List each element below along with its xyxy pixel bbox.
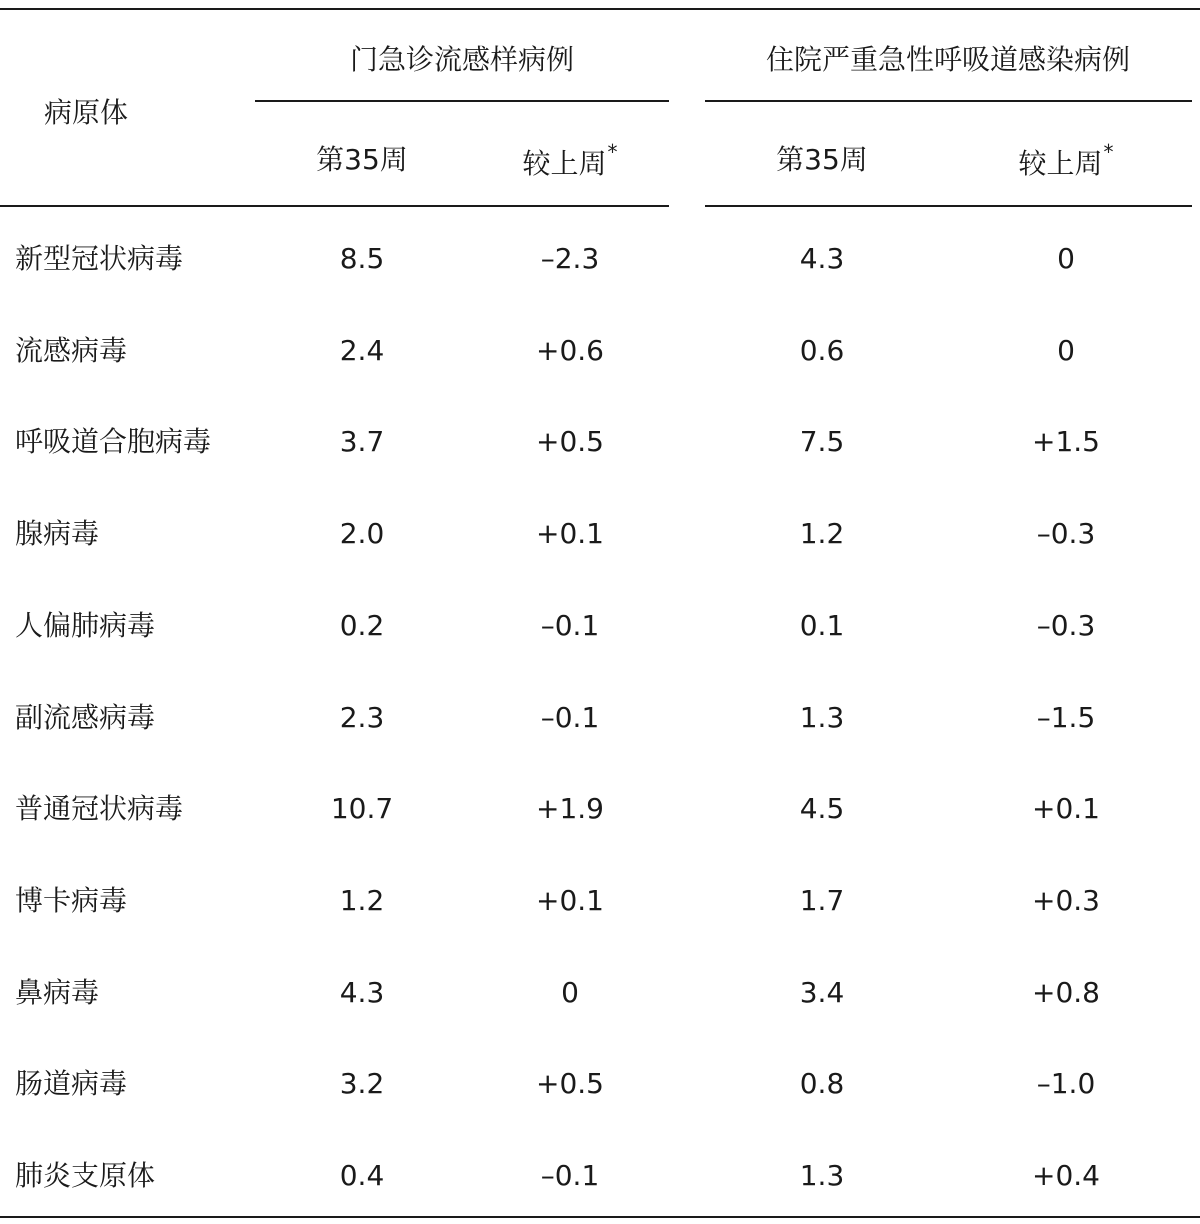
group2-week-header: 第35周 [776,143,868,176]
ili-week35-value: 3.7 [339,425,385,458]
change-header-label: 较上周 [522,147,607,180]
top-rule [0,8,1200,10]
ili-change-value: +1.9 [536,792,604,825]
pathogen-name: 普通冠状病毒 [15,792,184,825]
pathogen-name: 腺病毒 [15,517,100,550]
ili-change-value: +0.6 [536,334,604,367]
ili-week35-value: 2.0 [339,517,385,550]
ili-change-value: 0 [561,976,579,1009]
pathogen-column-header: 病原体 [44,96,129,129]
pathogen-name: 博卡病毒 [15,884,128,917]
sari-change-value: –0.3 [1036,517,1096,550]
pathogen-name: 呼吸道合胞病毒 [15,425,212,458]
sari-week35-value: 1.3 [799,701,845,734]
sari-change-value: –1.5 [1036,701,1096,734]
change-header-label: 较上周 [1018,147,1103,180]
sari-week35-value: 0.1 [799,609,845,642]
group1-week-header: 第35周 [316,143,408,176]
ili-week35-value: 10.7 [330,792,394,825]
ili-change-value: –0.1 [540,701,600,734]
group2-underline [705,100,1192,102]
sari-week35-value: 1.2 [799,517,845,550]
sari-change-value: 0 [1057,334,1075,367]
asterisk-marker: * [1103,140,1114,164]
sari-week35-value: 1.7 [799,884,845,917]
pathogen-name: 流感病毒 [15,334,128,367]
ili-week35-value: 1.2 [339,884,385,917]
sari-week35-value: 3.4 [799,976,845,1009]
sari-change-value: +1.5 [1032,425,1100,458]
ili-week35-value: 0.2 [339,609,385,642]
pathogen-name: 鼻病毒 [15,976,100,1009]
sari-week35-value: 0.6 [799,334,845,367]
ili-change-value: –2.3 [540,242,600,275]
group2-change-header [1018,140,1114,184]
group1-underline [255,100,669,102]
pathogen-name: 肺炎支原体 [15,1159,156,1192]
header-bottom-rule-right [705,205,1192,207]
pathogen-name: 副流感病毒 [15,701,156,734]
bottom-rule [0,1216,1200,1218]
sari-change-value: +0.8 [1032,976,1100,1009]
ili-change-value: –0.1 [540,1159,600,1192]
sari-change-value: 0 [1057,242,1075,275]
ili-change-value: +0.1 [536,884,604,917]
sari-week35-value: 1.3 [799,1159,845,1192]
sari-week35-value: 4.3 [799,242,845,275]
ili-week35-value: 0.4 [339,1159,385,1192]
ili-week35-value: 3.2 [339,1067,385,1100]
sari-change-value: +0.3 [1032,884,1100,917]
pathogen-name: 人偏肺病毒 [15,609,156,642]
ili-change-value: +0.5 [536,1067,604,1100]
sari-week35-value: 4.5 [799,792,845,825]
sari-change-value: +0.1 [1032,792,1100,825]
ili-week35-value: 8.5 [339,242,385,275]
asterisk-marker: * [607,140,618,164]
ili-change-value: +0.1 [536,517,604,550]
ili-change-value: –0.1 [540,609,600,642]
ili-change-value: +0.5 [536,425,604,458]
sari-week35-value: 0.8 [799,1067,845,1100]
sari-change-value: +0.4 [1032,1159,1100,1192]
group1-change-header [522,140,618,184]
header-bottom-rule-left [0,205,669,207]
sari-change-value: –1.0 [1036,1067,1096,1100]
pathogen-name: 肠道病毒 [15,1067,128,1100]
pathogen-name: 新型冠状病毒 [15,242,184,275]
ili-week35-value: 4.3 [339,976,385,1009]
group1-title: 门急诊流感样病例 [349,43,575,76]
ili-week35-value: 2.4 [339,334,385,367]
ili-week35-value: 2.3 [339,701,385,734]
group2-title: 住院严重急性呼吸道感染病例 [765,43,1131,76]
sari-change-value: –0.3 [1036,609,1096,642]
sari-week35-value: 7.5 [799,425,845,458]
